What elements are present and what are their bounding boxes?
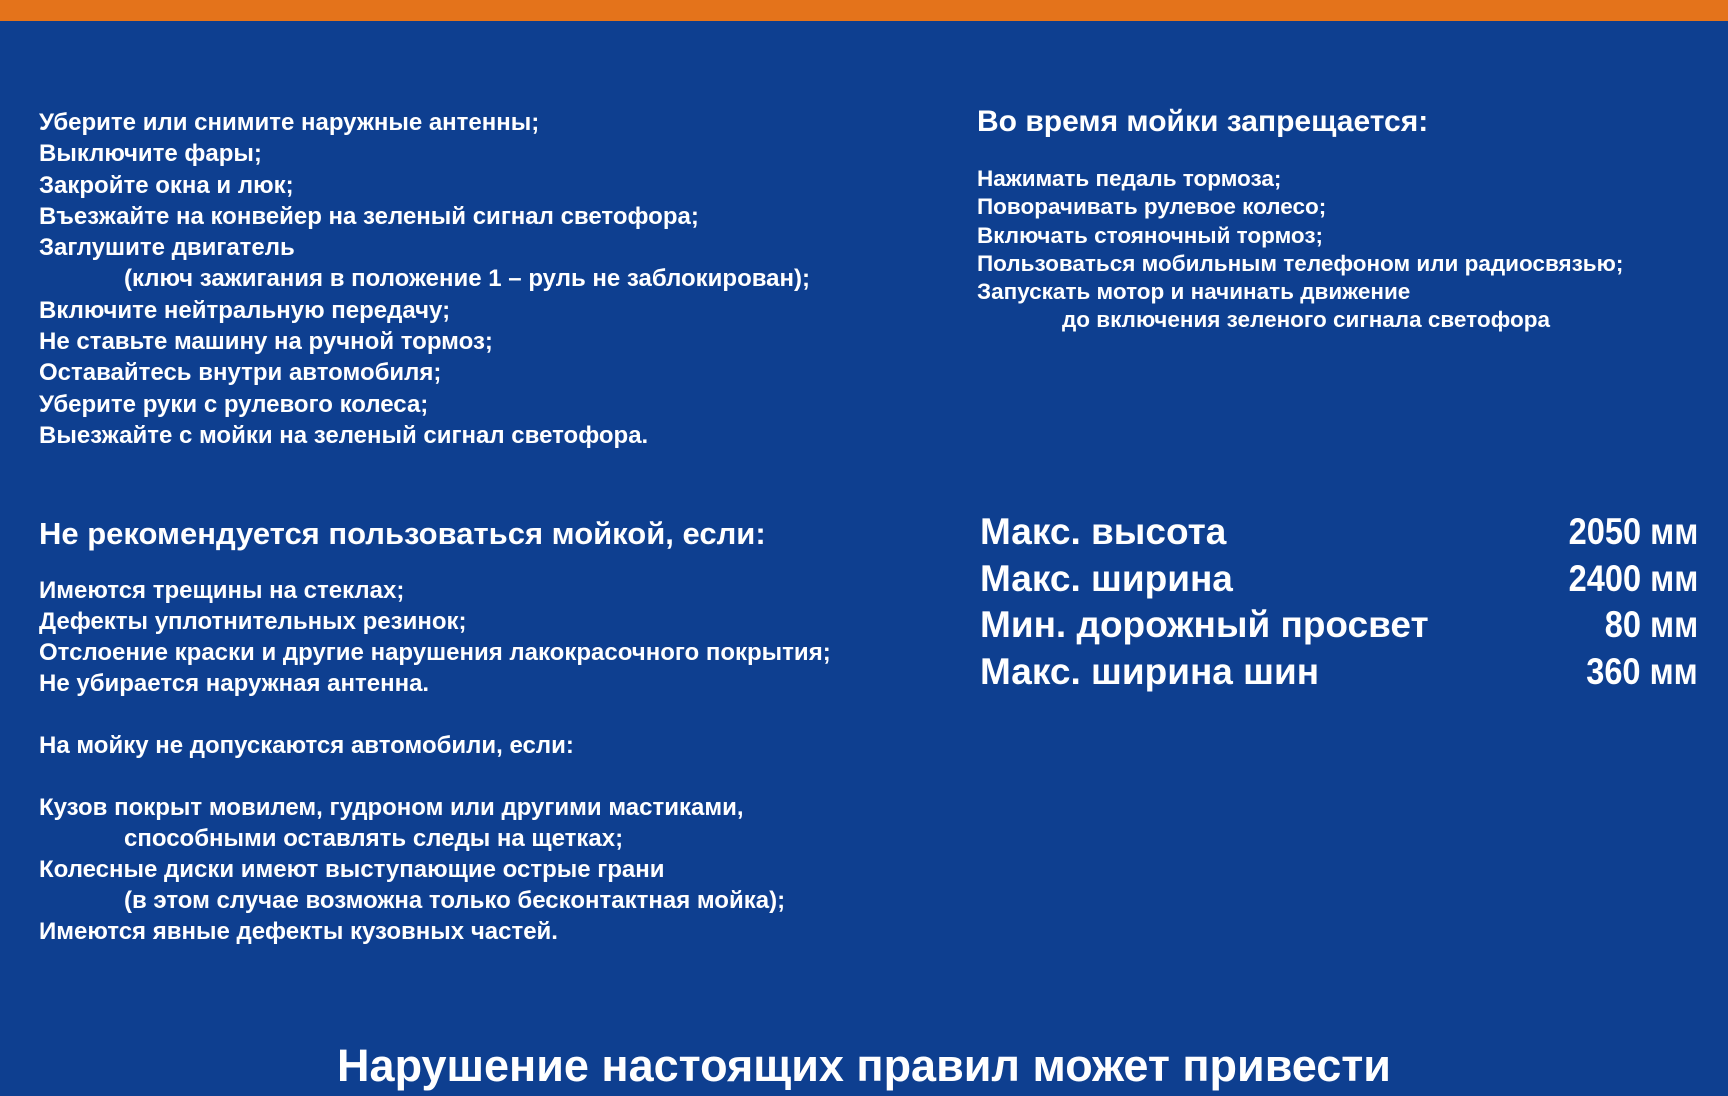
list-item: Имеются явные дефекты кузовных частей. (39, 918, 558, 945)
list-item: Нажимать педаль тормоза; (977, 166, 1282, 191)
list-item: Запускать мотор и начинать движение (977, 279, 1411, 305)
spec-value: 80 мм (1604, 604, 1698, 645)
list-item: Поворачивать рулевое колесо; (977, 194, 1327, 220)
not-recommended-list (39, 575, 831, 699)
spec-label: Мин. дорожный просвет (980, 604, 1429, 645)
spec-row (980, 556, 1698, 603)
spacer (977, 144, 1623, 165)
list-item: Кузов покрыт мовилем, гудроном или другими мастиками, (39, 794, 744, 821)
list-item: Заглушите двигатель (39, 234, 295, 262)
spacer (39, 556, 831, 575)
list-item: Включать стояночный тормоз; (977, 222, 1324, 248)
spec-row (980, 649, 1698, 696)
spec-row (980, 602, 1698, 649)
conditions-section (39, 512, 831, 947)
prohibited-section (977, 100, 1623, 335)
top-accent-bar (0, 0, 1728, 21)
list-item: Не ставьте машину на ручной тормоз; (39, 328, 493, 356)
spec-row (980, 509, 1698, 556)
list-item: Въезжайте на конвейер на зеленый сигнал светофора; (39, 202, 699, 230)
spacer (39, 699, 831, 730)
list-item: Выключите фары; (39, 140, 262, 168)
prohibited-title: Во время мойки запрещается: (977, 105, 1429, 138)
spec-value: 360 мм (1586, 650, 1698, 692)
list-item: способными оставлять следы на щетках; (124, 825, 624, 852)
list-item: Уберите руки с рулевого колеса; (39, 390, 429, 418)
list-item: (ключ зажигания в положение 1 – руль не заблокирован); (124, 265, 811, 293)
list-item: Включите нейтральную передачу; (39, 296, 451, 324)
list-item: (в этом случае возможна только бесконтактная мойка); (124, 887, 786, 914)
spec-value: 2050 мм (1568, 511, 1698, 552)
list-item: Отслоение краски и другие нарушения лакокрасочного покрытия; (39, 639, 831, 666)
list-item: Уберите или снимите наружные антенны; (39, 109, 540, 136)
not-recommended-title: Не рекомендуется пользоваться мойкой, если: (39, 516, 766, 551)
instructions-list (39, 107, 810, 451)
spec-value: 2400 мм (1568, 557, 1698, 599)
list-item: до включения зеленого сигнала светофора (1062, 307, 1550, 333)
vehicle-limits-table (980, 509, 1698, 695)
list-item: Закройте окна и люк; (39, 171, 294, 199)
list-item: Колесные диски имеют выступающие острые грани (39, 856, 665, 883)
spec-label: Макс. ширина (980, 557, 1233, 599)
spec-label: Макс. ширина шин (980, 650, 1320, 692)
prohibited-list (977, 165, 1623, 335)
spacer (39, 761, 831, 792)
not-allowed-title: На мойку не допускаются автомобили, если: (39, 732, 574, 759)
list-item: Выезжайте с мойки на зеленый сигнал светофора. (39, 421, 649, 449)
list-item: Имеются трещины на стеклах; (39, 577, 405, 604)
list-item: Оставайтесь внутри автомобиля; (39, 359, 442, 387)
list-item: Дефекты уплотнительных резинок; (39, 608, 467, 635)
list-item: Не убирается наружная антенна. (39, 670, 430, 697)
spec-label: Макс. высота (980, 511, 1227, 552)
footer-warning: Нарушение настоящих правил может привести (337, 1040, 1391, 1091)
list-item: Пользоваться мобильным телефоном или радиосвязью; (977, 250, 1624, 276)
not-allowed-list (39, 792, 831, 947)
